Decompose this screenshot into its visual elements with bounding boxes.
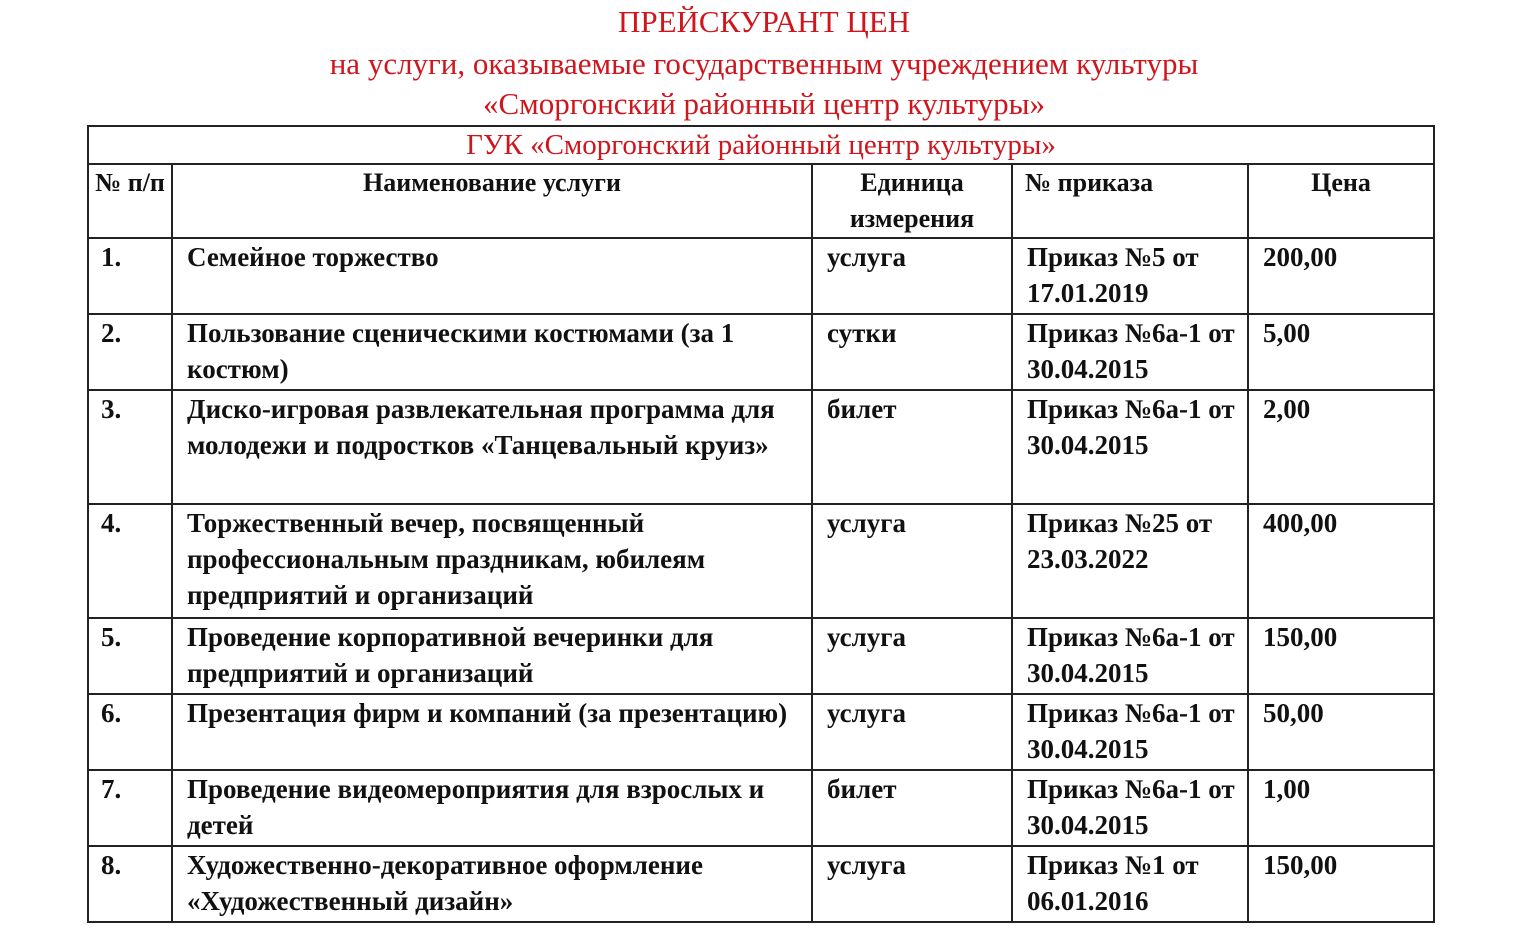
row-num: 6. <box>88 694 172 770</box>
row-service-name: Проведение корпоративной вечеринки для предприятий и организаций <box>172 618 812 694</box>
table-header-row <box>88 164 1434 238</box>
title-line-1: ПРЕЙСКУРАНТ ЦЕН <box>617 4 911 39</box>
row-service-name: Презентация фирм и компаний (за презентацию) <box>172 694 812 770</box>
row-num: 5. <box>88 618 172 694</box>
header-name: Наименование услуги <box>172 164 812 238</box>
table-row <box>88 694 1434 770</box>
row-price: 200,00 <box>1248 238 1434 314</box>
row-order: Приказ №6а-1 от 30.04.2015 <box>1012 694 1248 770</box>
row-service-name: Художественно-декоративное оформление «Художественный дизайн» <box>172 846 812 922</box>
row-unit: услуга <box>812 238 1012 314</box>
header-price: Цена <box>1248 164 1434 238</box>
row-order: Приказ №6а-1 от 30.04.2015 <box>1012 390 1248 504</box>
row-price: 400,00 <box>1248 504 1434 618</box>
row-unit: услуга <box>812 846 1012 922</box>
row-service-name: Проведение видеомероприятия для взрослых и детей <box>172 770 812 846</box>
row-order: Приказ №6а-1 от 30.04.2015 <box>1012 618 1248 694</box>
row-service-name: Торжественный вечер, посвященный профессиональным праздникам, юбилеям предприятий и организаций <box>172 504 812 618</box>
table-row <box>88 314 1434 390</box>
header-num: № п/п <box>88 164 172 238</box>
organization-name: ГУК «Сморгонский районный центр культуры» <box>88 126 1434 164</box>
row-price: 150,00 <box>1248 846 1434 922</box>
row-service-name: Диско-игровая развлекательная программа для молодежи и подростков «Танцевальный круиз» <box>172 390 812 504</box>
row-price: 1,00 <box>1248 770 1434 846</box>
row-unit: билет <box>812 770 1012 846</box>
row-order: Приказ №6а-1 от 30.04.2015 <box>1012 770 1248 846</box>
row-price: 150,00 <box>1248 618 1434 694</box>
header-order: № приказа <box>1012 164 1248 238</box>
table-row <box>88 618 1434 694</box>
row-unit: услуга <box>812 618 1012 694</box>
row-order: Приказ №5 от 17.01.2019 <box>1012 238 1248 314</box>
row-price: 5,00 <box>1248 314 1434 390</box>
row-service-name: Пользование сценическими костюмами (за 1 костюм) <box>172 314 812 390</box>
table-row <box>88 770 1434 846</box>
title-line-2: на услуги, оказываемые государственным учреждением культуры <box>329 46 1199 81</box>
header-unit: Единица измерения <box>812 164 1012 238</box>
row-unit: услуга <box>812 694 1012 770</box>
row-unit: сутки <box>812 314 1012 390</box>
row-service-name: Семейное торжество <box>172 238 812 314</box>
row-num: 8. <box>88 846 172 922</box>
row-order: Приказ №1 от 06.01.2016 <box>1012 846 1248 922</box>
row-order: Приказ №6а-1 от 30.04.2015 <box>1012 314 1248 390</box>
organization-row <box>88 126 1434 164</box>
title-line-3: «Сморгонский районный центр культуры» <box>482 86 1046 121</box>
row-num: 2. <box>88 314 172 390</box>
price-table <box>87 125 1435 923</box>
table-row <box>88 390 1434 504</box>
row-num: 7. <box>88 770 172 846</box>
row-price: 2,00 <box>1248 390 1434 504</box>
table-row <box>88 504 1434 618</box>
row-unit: билет <box>812 390 1012 504</box>
table-row <box>88 238 1434 314</box>
table-row <box>88 846 1434 922</box>
row-num: 1. <box>88 238 172 314</box>
row-unit: услуга <box>812 504 1012 618</box>
row-order: Приказ №25 от 23.03.2022 <box>1012 504 1248 618</box>
row-num: 3. <box>88 390 172 504</box>
row-num: 4. <box>88 504 172 618</box>
row-price: 50,00 <box>1248 694 1434 770</box>
